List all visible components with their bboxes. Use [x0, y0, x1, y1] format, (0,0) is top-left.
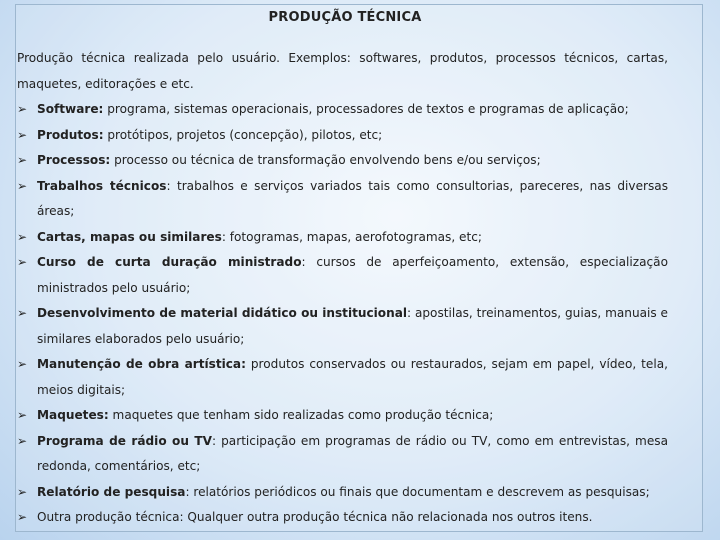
item-term: Processos: [37, 153, 111, 167]
item-term: Software: [37, 102, 104, 116]
item-description: : relatórios periódicos ou finais que documentam e descrevem as pesquisas; [185, 484, 650, 499]
list-item [17, 123, 668, 149]
list-item [17, 148, 668, 174]
arrow-bullet-icon: ➢ [17, 433, 28, 448]
item-description: maquetes que tenham sido realizadas como produção técnica; [108, 408, 494, 422]
list-item [17, 429, 668, 480]
arrow-bullet-icon: ➢ [17, 178, 28, 193]
page-title: PRODUÇÃO TÉCNICA [268, 10, 422, 25]
arrow-bullet-icon: ➢ [17, 484, 28, 499]
list-item [17, 352, 668, 403]
item-description: processo ou técnica de transformação envolvendo bens e/ou serviços; [110, 153, 541, 167]
item-description: : apostilas, treinamentos, guias, manuais e similares elaborados pelo usuário; [37, 306, 668, 346]
arrow-bullet-icon: ➢ [17, 408, 28, 422]
intro-paragraph: Produção técnica realizada pelo usuário. Exemplos: softwares, produtos, processos técnicos, cartas, maquetes, editorações e etc. [17, 51, 668, 91]
item-term: Curso de curta duração ministrado [37, 255, 302, 269]
list-item [17, 174, 668, 225]
item-term: Maquetes: [37, 408, 109, 422]
list-item [17, 403, 668, 429]
content-body [17, 46, 668, 531]
item-description: programa, sistemas operacionais, processadores de textos e programas de aplicação; [103, 102, 629, 116]
list-item [17, 225, 668, 251]
arrow-bullet-icon: ➢ [17, 510, 28, 524]
item-description: : cursos de aperfeiçoamento, extensão, especialização ministrados pelo usuário; [37, 255, 668, 295]
item-description: protótipos, projetos (concepção), pilotos, etc; [103, 127, 383, 142]
bullet-list [17, 97, 668, 531]
arrow-bullet-icon: ➢ [17, 255, 28, 269]
arrow-bullet-icon: ➢ [17, 102, 28, 116]
item-term: Produtos: [37, 127, 104, 142]
list-item [17, 505, 668, 531]
arrow-bullet-icon: ➢ [17, 357, 28, 371]
item-description: : trabalhos e serviços variados tais como consultorias, pareceres, nas diversas áreas; [37, 178, 668, 218]
item-term: Desenvolvimento de material didático ou institucional [37, 306, 408, 320]
item-term: Manutenção de obra artística: [37, 357, 246, 371]
item-term: Programa de rádio ou TV [37, 433, 212, 448]
arrow-bullet-icon: ➢ [17, 229, 28, 244]
list-item [17, 250, 668, 301]
list-item [17, 301, 668, 352]
item-term: Relatório de pesquisa [37, 484, 186, 499]
arrow-bullet-icon: ➢ [17, 127, 28, 142]
item-description: Outra produção técnica: Qualquer outra produção técnica não relacionada nos outros itens. [37, 510, 593, 524]
arrow-bullet-icon: ➢ [17, 153, 28, 167]
item-term: Cartas, mapas ou similares [37, 229, 222, 244]
list-item [17, 97, 668, 123]
item-description: : fotogramas, mapas, aerofotogramas, etc; [221, 229, 482, 244]
item-description: produtos conservados ou restaurados, sejam em papel, vídeo, tela, meios digitais; [37, 357, 668, 397]
list-item [17, 480, 668, 506]
item-term: Trabalhos técnicos [37, 178, 167, 193]
item-description: : participação em programas de rádio ou TV, como em entrevistas, mesa redonda, comentários, etc; [37, 433, 668, 473]
arrow-bullet-icon: ➢ [17, 306, 28, 320]
